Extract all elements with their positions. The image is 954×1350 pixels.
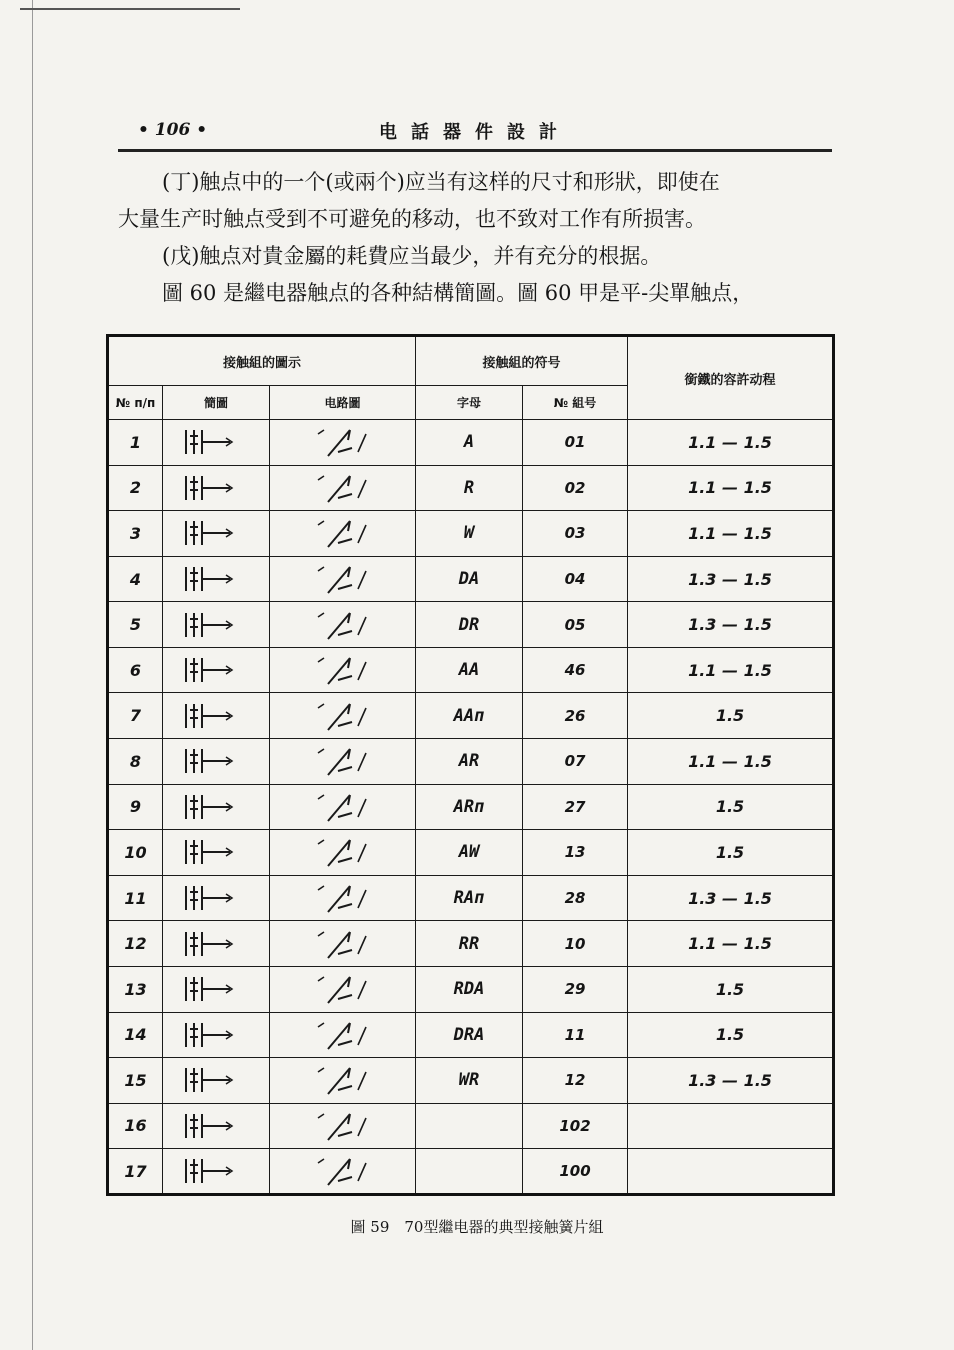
contact-sketch-diagram: [163, 1149, 270, 1195]
symbol-letters: [416, 1149, 523, 1195]
armature-travel-range: 1.3 — 1.5: [628, 1058, 834, 1104]
row-number: 15: [108, 1058, 163, 1104]
table-row: [108, 739, 834, 785]
contact-circuit-diagram: [270, 875, 416, 921]
armature-travel-range: 1.3 — 1.5: [628, 875, 834, 921]
row-number: 5: [108, 602, 163, 648]
table-row: [108, 830, 834, 876]
armature-travel-range: 1.5: [628, 693, 834, 739]
symbol-letters: RDA: [416, 966, 523, 1012]
header-no: № п/п: [108, 386, 163, 420]
contact-circuit-diagram: [270, 420, 416, 466]
header-letter: 字母: [416, 386, 523, 420]
group-number: 13: [523, 830, 628, 876]
contact-circuit-diagram: [270, 739, 416, 785]
row-number: 11: [108, 875, 163, 921]
contact-sketch-diagram: [163, 647, 270, 693]
paragraph-ding-continued: 大量生产时触点受到不可避免的移动，也不致对工作有所损害。: [118, 207, 706, 231]
contact-sketch-diagram: [163, 739, 270, 785]
contact-sketch-diagram: [163, 465, 270, 511]
armature-travel-range: 1.5: [628, 830, 834, 876]
table-row: [108, 966, 834, 1012]
contact-circuit-diagram: [270, 1103, 416, 1149]
contact-circuit-diagram: [270, 1058, 416, 1104]
contact-circuit-diagram: [270, 602, 416, 648]
header-sketch: 簡圖: [163, 386, 270, 420]
contact-circuit-diagram: [270, 966, 416, 1012]
contact-sketch-diagram: [163, 1058, 270, 1104]
armature-travel-range: 1.1 — 1.5: [628, 647, 834, 693]
paragraph-figure-60: 圖 60 是繼电器触点的各种結構簡圖。圖 60 甲是平-尖單触点，: [162, 281, 754, 305]
armature-travel-range: 1.1 — 1.5: [628, 739, 834, 785]
contact-spring-table: [106, 334, 835, 1196]
contact-sketch-diagram: [163, 1012, 270, 1058]
group-number: 28: [523, 875, 628, 921]
table-row: [108, 875, 834, 921]
contact-circuit-diagram: [270, 556, 416, 602]
page-header: [118, 118, 832, 152]
scan-edge-line: [32, 0, 33, 1350]
running-title: 电話器件設計: [379, 122, 571, 143]
contact-sketch-diagram: [163, 921, 270, 967]
row-number: 16: [108, 1103, 163, 1149]
group-number: 11: [523, 1012, 628, 1058]
armature-travel-range: 1.1 — 1.5: [628, 921, 834, 967]
group-number: 27: [523, 784, 628, 830]
group-number: 46: [523, 647, 628, 693]
row-number: 8: [108, 739, 163, 785]
table-row: [108, 921, 834, 967]
symbol-letters: DA: [416, 556, 523, 602]
symbol-letters: ARп: [416, 784, 523, 830]
contact-sketch-diagram: [163, 602, 270, 648]
armature-travel-range: [628, 1149, 834, 1195]
group-number: 29: [523, 966, 628, 1012]
row-number: 12: [108, 921, 163, 967]
row-number: 17: [108, 1149, 163, 1195]
group-number: 01: [523, 420, 628, 466]
table-row: [108, 693, 834, 739]
symbol-letters: AAп: [416, 693, 523, 739]
group-number: 102: [523, 1103, 628, 1149]
contact-sketch-diagram: [163, 875, 270, 921]
row-number: 7: [108, 693, 163, 739]
page-number: • 106 •: [138, 120, 208, 140]
header-armature-travel: 銜鐵的容許动程: [628, 336, 834, 420]
table-row: [108, 1012, 834, 1058]
contact-circuit-diagram: [270, 647, 416, 693]
paragraph-ding: (丁)触点中的一个(或兩个)应当有这样的尺寸和形狀，即使在: [162, 170, 720, 194]
group-number: 100: [523, 1149, 628, 1195]
group-number: 04: [523, 556, 628, 602]
header-symbol-group: 接触組的符号: [416, 336, 628, 386]
row-number: 4: [108, 556, 163, 602]
group-number: 05: [523, 602, 628, 648]
armature-travel-range: 1.3 — 1.5: [628, 602, 834, 648]
contact-circuit-diagram: [270, 1012, 416, 1058]
scan-top-rule: [20, 8, 240, 10]
contact-circuit-diagram: [270, 465, 416, 511]
row-number: 1: [108, 420, 163, 466]
header-rule: [118, 149, 832, 152]
symbol-letters: WR: [416, 1058, 523, 1104]
paragraph-wu: (戊)触点对貴金屬的耗費应当最少，并有充分的根据。: [162, 244, 662, 268]
armature-travel-range: 1.1 — 1.5: [628, 511, 834, 557]
group-number: 12: [523, 1058, 628, 1104]
group-number: 10: [523, 921, 628, 967]
contact-sketch-diagram: [163, 693, 270, 739]
contact-sketch-diagram: [163, 556, 270, 602]
table-row: [108, 420, 834, 466]
symbol-letters: AW: [416, 830, 523, 876]
contact-circuit-diagram: [270, 921, 416, 967]
group-number: 02: [523, 465, 628, 511]
row-number: 13: [108, 966, 163, 1012]
contact-circuit-diagram: [270, 784, 416, 830]
table-row: [108, 511, 834, 557]
symbol-letters: RR: [416, 921, 523, 967]
armature-travel-range: 1.1 — 1.5: [628, 465, 834, 511]
symbol-letters: W: [416, 511, 523, 557]
body-text: [118, 164, 838, 312]
symbol-letters: AA: [416, 647, 523, 693]
contact-circuit-diagram: [270, 830, 416, 876]
armature-travel-range: 1.1 — 1.5: [628, 420, 834, 466]
group-number: 03: [523, 511, 628, 557]
table-row: [108, 1149, 834, 1195]
armature-travel-range: [628, 1103, 834, 1149]
armature-travel-range: 1.3 — 1.5: [628, 556, 834, 602]
table-row: [108, 647, 834, 693]
symbol-letters: R: [416, 465, 523, 511]
symbol-letters: RAп: [416, 875, 523, 921]
table-row: [108, 602, 834, 648]
armature-travel-range: 1.5: [628, 784, 834, 830]
symbol-letters: DRA: [416, 1012, 523, 1058]
symbol-letters: A: [416, 420, 523, 466]
table-row: [108, 1103, 834, 1149]
table-row: [108, 784, 834, 830]
symbol-letters: [416, 1103, 523, 1149]
symbol-letters: DR: [416, 602, 523, 648]
row-number: 2: [108, 465, 163, 511]
contact-sketch-diagram: [163, 511, 270, 557]
group-number: 26: [523, 693, 628, 739]
armature-travel-range: 1.5: [628, 966, 834, 1012]
symbol-letters: AR: [416, 739, 523, 785]
contact-circuit-diagram: [270, 693, 416, 739]
contact-circuit-diagram: [270, 1149, 416, 1195]
contact-sketch-diagram: [163, 420, 270, 466]
table-row: [108, 1058, 834, 1104]
contact-circuit-diagram: [270, 511, 416, 557]
table-row: [108, 465, 834, 511]
row-number: 9: [108, 784, 163, 830]
table-row: [108, 556, 834, 602]
row-number: 3: [108, 511, 163, 557]
row-number: 10: [108, 830, 163, 876]
contact-sketch-diagram: [163, 1103, 270, 1149]
contact-sketch-diagram: [163, 784, 270, 830]
armature-travel-range: 1.5: [628, 1012, 834, 1058]
row-number: 14: [108, 1012, 163, 1058]
contact-sketch-diagram: [163, 830, 270, 876]
group-number: 07: [523, 739, 628, 785]
figure-caption: 圖 59 70型繼电器的典型接触簧片組: [350, 1218, 604, 1236]
header-circuit: 电路圖: [270, 386, 416, 420]
contact-sketch-diagram: [163, 966, 270, 1012]
row-number: 6: [108, 647, 163, 693]
header-illustration-group: 接触組的圖示: [108, 336, 416, 386]
header-group-no: № 組号: [523, 386, 628, 420]
